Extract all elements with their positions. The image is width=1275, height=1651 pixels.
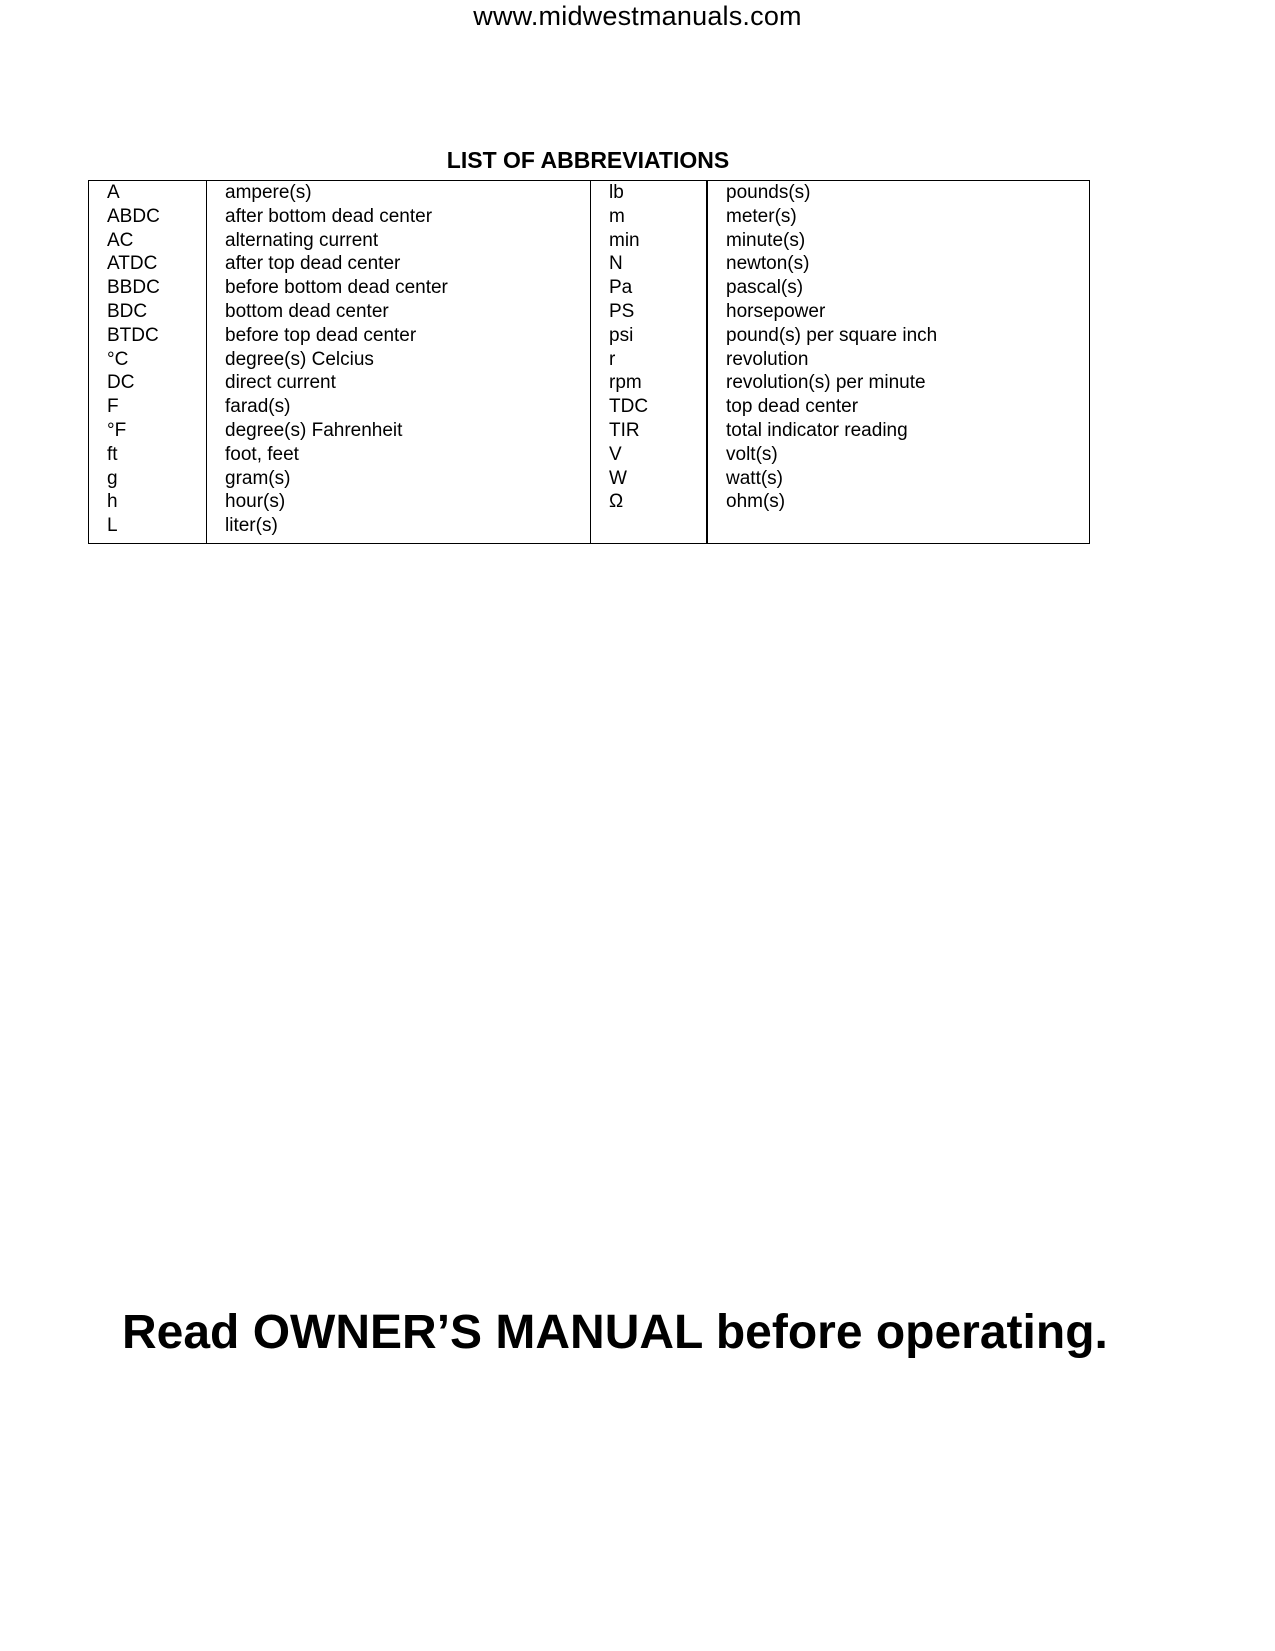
meaning-cell: ohm(s) <box>726 491 786 513</box>
meaning-cell: pounds(s) <box>726 182 811 203</box>
abbreviation-cell: L <box>107 515 118 537</box>
meaning-cell: ampere(s) <box>225 182 312 203</box>
abbreviation-cell: r <box>609 348 616 370</box>
meaning-cell: gram(s) <box>225 467 291 489</box>
abbreviation-cell: PS <box>609 300 635 322</box>
meaning-cell: degree(s) Fahrenheit <box>225 419 403 441</box>
abbreviation-cell: ABDC <box>107 205 160 227</box>
abbreviation-cell: F <box>107 396 119 418</box>
meaning-cell: foot, feet <box>225 443 299 465</box>
meaning-cell: watt(s) <box>726 467 783 489</box>
meaning-cell: farad(s) <box>225 396 291 418</box>
meaning-cell: hour(s) <box>225 491 286 513</box>
abbreviation-cell: TIR <box>609 419 640 441</box>
meaning-cell: liter(s) <box>225 515 278 537</box>
abbreviation-cell: W <box>609 467 627 489</box>
abbreviation-cell: BBDC <box>107 277 160 299</box>
meaning-cell: revolution(s) per minute <box>726 372 926 394</box>
abbreviation-cell: A <box>107 182 120 203</box>
meaning-cell: after bottom dead center <box>225 205 433 227</box>
meaning-cell: volt(s) <box>726 443 778 465</box>
meaning-cell: pound(s) per square inch <box>726 324 938 346</box>
abbreviation-cell: psi <box>609 324 634 346</box>
site-url: www.midwestmanuals.com <box>473 1 802 31</box>
meaning-cell: after top dead center <box>225 253 401 275</box>
abbreviation-cell: V <box>609 443 622 465</box>
abbreviation-cell: TDC <box>609 396 649 418</box>
abbreviations-table <box>88 180 1090 544</box>
left-abbreviation-column <box>89 181 207 543</box>
meaning-cell: revolution <box>726 348 809 370</box>
meaning-cell: horsepower <box>726 300 826 322</box>
abbreviation-cell: min <box>609 229 640 251</box>
meaning-cell: bottom dead center <box>225 300 389 322</box>
meaning-cell: meter(s) <box>726 205 797 227</box>
abbreviation-cell: AC <box>107 229 134 251</box>
abbreviation-cell: m <box>609 205 625 227</box>
meaning-cell: minute(s) <box>726 229 806 251</box>
meaning-cell: before bottom dead center <box>225 277 448 299</box>
meaning-cell: total indicator reading <box>726 419 908 441</box>
meaning-cell: pascal(s) <box>726 277 804 299</box>
right-meaning-column <box>708 181 1088 543</box>
abbreviation-cell: BTDC <box>107 324 159 346</box>
abbreviation-cell: ATDC <box>107 253 158 275</box>
abbreviation-cell: °F <box>107 419 127 441</box>
abbreviation-cell: g <box>107 467 118 489</box>
abbreviation-cell: N <box>609 253 623 275</box>
abbreviation-cell: rpm <box>609 372 642 394</box>
abbreviation-cell: lb <box>609 182 624 203</box>
abbreviation-cell: Ω <box>609 491 624 513</box>
abbreviation-cell: Pa <box>609 277 633 299</box>
owners-manual-notice: Read OWNER’S MANUAL before operating. <box>122 1306 1108 1359</box>
meaning-cell: degree(s) Celcius <box>225 348 374 370</box>
abbreviation-cell: ft <box>107 443 118 465</box>
left-meaning-column <box>207 181 591 543</box>
abbreviation-cell: h <box>107 491 118 513</box>
meaning-cell: direct current <box>225 372 336 394</box>
meaning-cell: newton(s) <box>726 253 810 275</box>
meaning-cell: before top dead center <box>225 324 417 346</box>
meaning-cell: top dead center <box>726 396 859 418</box>
page-title: LIST OF ABBREVIATIONS <box>446 147 730 173</box>
abbreviation-cell: °C <box>107 348 129 370</box>
abbreviation-cell: DC <box>107 372 135 394</box>
abbreviation-cell: BDC <box>107 300 148 322</box>
right-abbreviation-column <box>591 181 708 543</box>
meaning-cell: alternating current <box>225 229 379 251</box>
